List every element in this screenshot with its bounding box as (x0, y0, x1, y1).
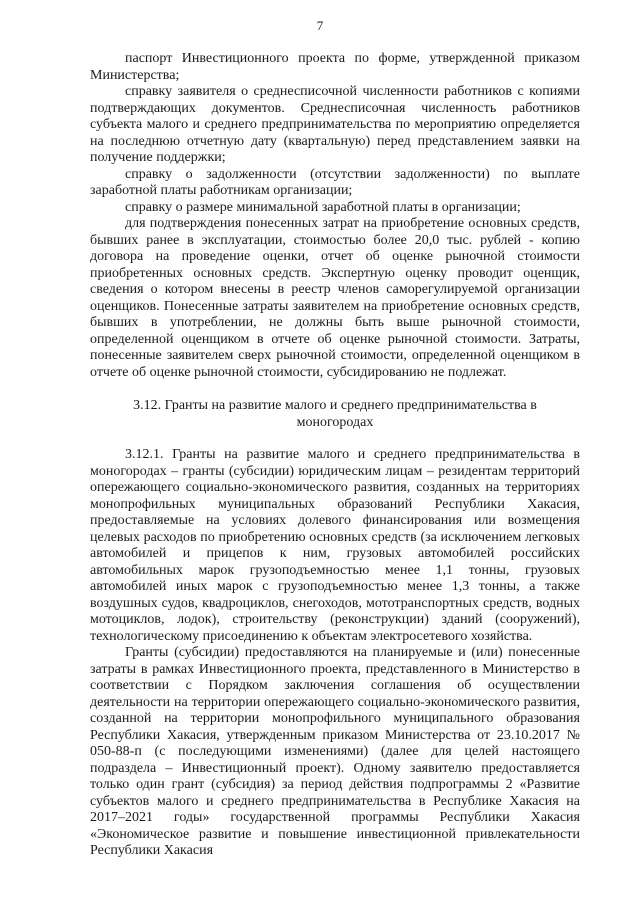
paragraph-wage-debt-certificate: справку о задолженности (отсутствии задолженности) по выплате заработной платы работникам организации; (90, 166, 580, 198)
paragraph-minimum-wage-certificate: справку о размере минимальной заработной платы в организации; (125, 199, 521, 215)
document-body (90, 51, 580, 860)
paragraph-passport: паспорт Инвестиционного проекта по форме, утвержденной приказом Министерства; (90, 51, 580, 83)
paragraph-grants-definition: 3.12.1. Гранты на развитие малого и среднего предпринимательства в моногородах – гранты (субсидии) юридическим лицам – резидентам территорий опережающего социально-экономического развития, созданных на территориях монопрофильных муниципальных образований Республики Хакасия, предоставляемые на условиях долевого финансирования или возмещения целевых расходов по приобретению основных средств (за исключением легковых автомобилей и прицепов к ним, грузовых автомобилей российских автомобильных марок грузоподъемностью менее 1,1 тонны, грузовых автомобилей иных марок с грузоподъемностью менее 1,3 тонны, а также воздушных судов, квадроциклов, снегоходов, мототранспортных средств, водных мотоциклов, лодок), строительству (реконструкции) зданий (сооружений), технологическому присоединению к объектам электросетевого хозяйства. (90, 447, 580, 644)
paragraph-grants-conditions: Гранты (субсидии) предоставляются на планируемые и (или) понесенные затраты в рамках Инвестиционного проекта, представленного в Министерство в соответствии с Порядком заключения соглашения об осуществлении деятельности на территории опережающего социально-экономического развития, созданной на территории монопрофильного муниципального образования Республики Хакасия, утвержденным приказом Министерства от 23.10.2017 № 050-88-п (с последующими изменениями) (далее для целей настоящего подраздела – Инвестиционный проект). Одному заявителю предоставляется только один грант (субсидия) за период действия подпрограммы 2 «Развитие субъектов малого и среднего предпринимательства в Республике Хакасия на 2017–2021 годы» государственной программы Республики Хакасия «Экономическое развитие и повышение инвестиционной привлекательности Республики Хакасия (90, 645, 580, 858)
paragraph-used-assets-appraisal: для подтверждения понесенных затрат на приобретение основных средств, бывших ранее в эксплуатации, стоимостью более 20,0 тыс. рублей - копию договора на проведение оценки, отчет об оценке рыночной стоимости приобретенных основных средств. Экспертную оценку проводит оценщик, сведения о котором внесены в реестр членов саморегулируемой организации оценщиков. Понесенные затраты заявителем на приобретение основных средств, бывших в употреблении, не должны быть выше рыночной стоимости, определенной оценщиком в отчете об оценке рыночной стоимости. Затраты, понесенные заявителем сверх рыночной стоимости, определенной оценщиком в отчете об оценке рыночной стоимости, субсидированию не подлежат. (90, 216, 580, 380)
section-heading: 3.12. Гранты на развитие малого и среднего предпринимательства в моногородах (133, 398, 537, 430)
paragraph-headcount-certificate: справку заявителя о среднесписочной численности работников с копиями подтверждающих документов. Среднесписочная численность работников субъекта малого и среднего предпринимательства по мероприятию определяется на последнюю отчетную дату (квартальную) перед представлением заявки на получение поддержки; (90, 84, 580, 165)
page-number: 7 (316, 18, 324, 33)
